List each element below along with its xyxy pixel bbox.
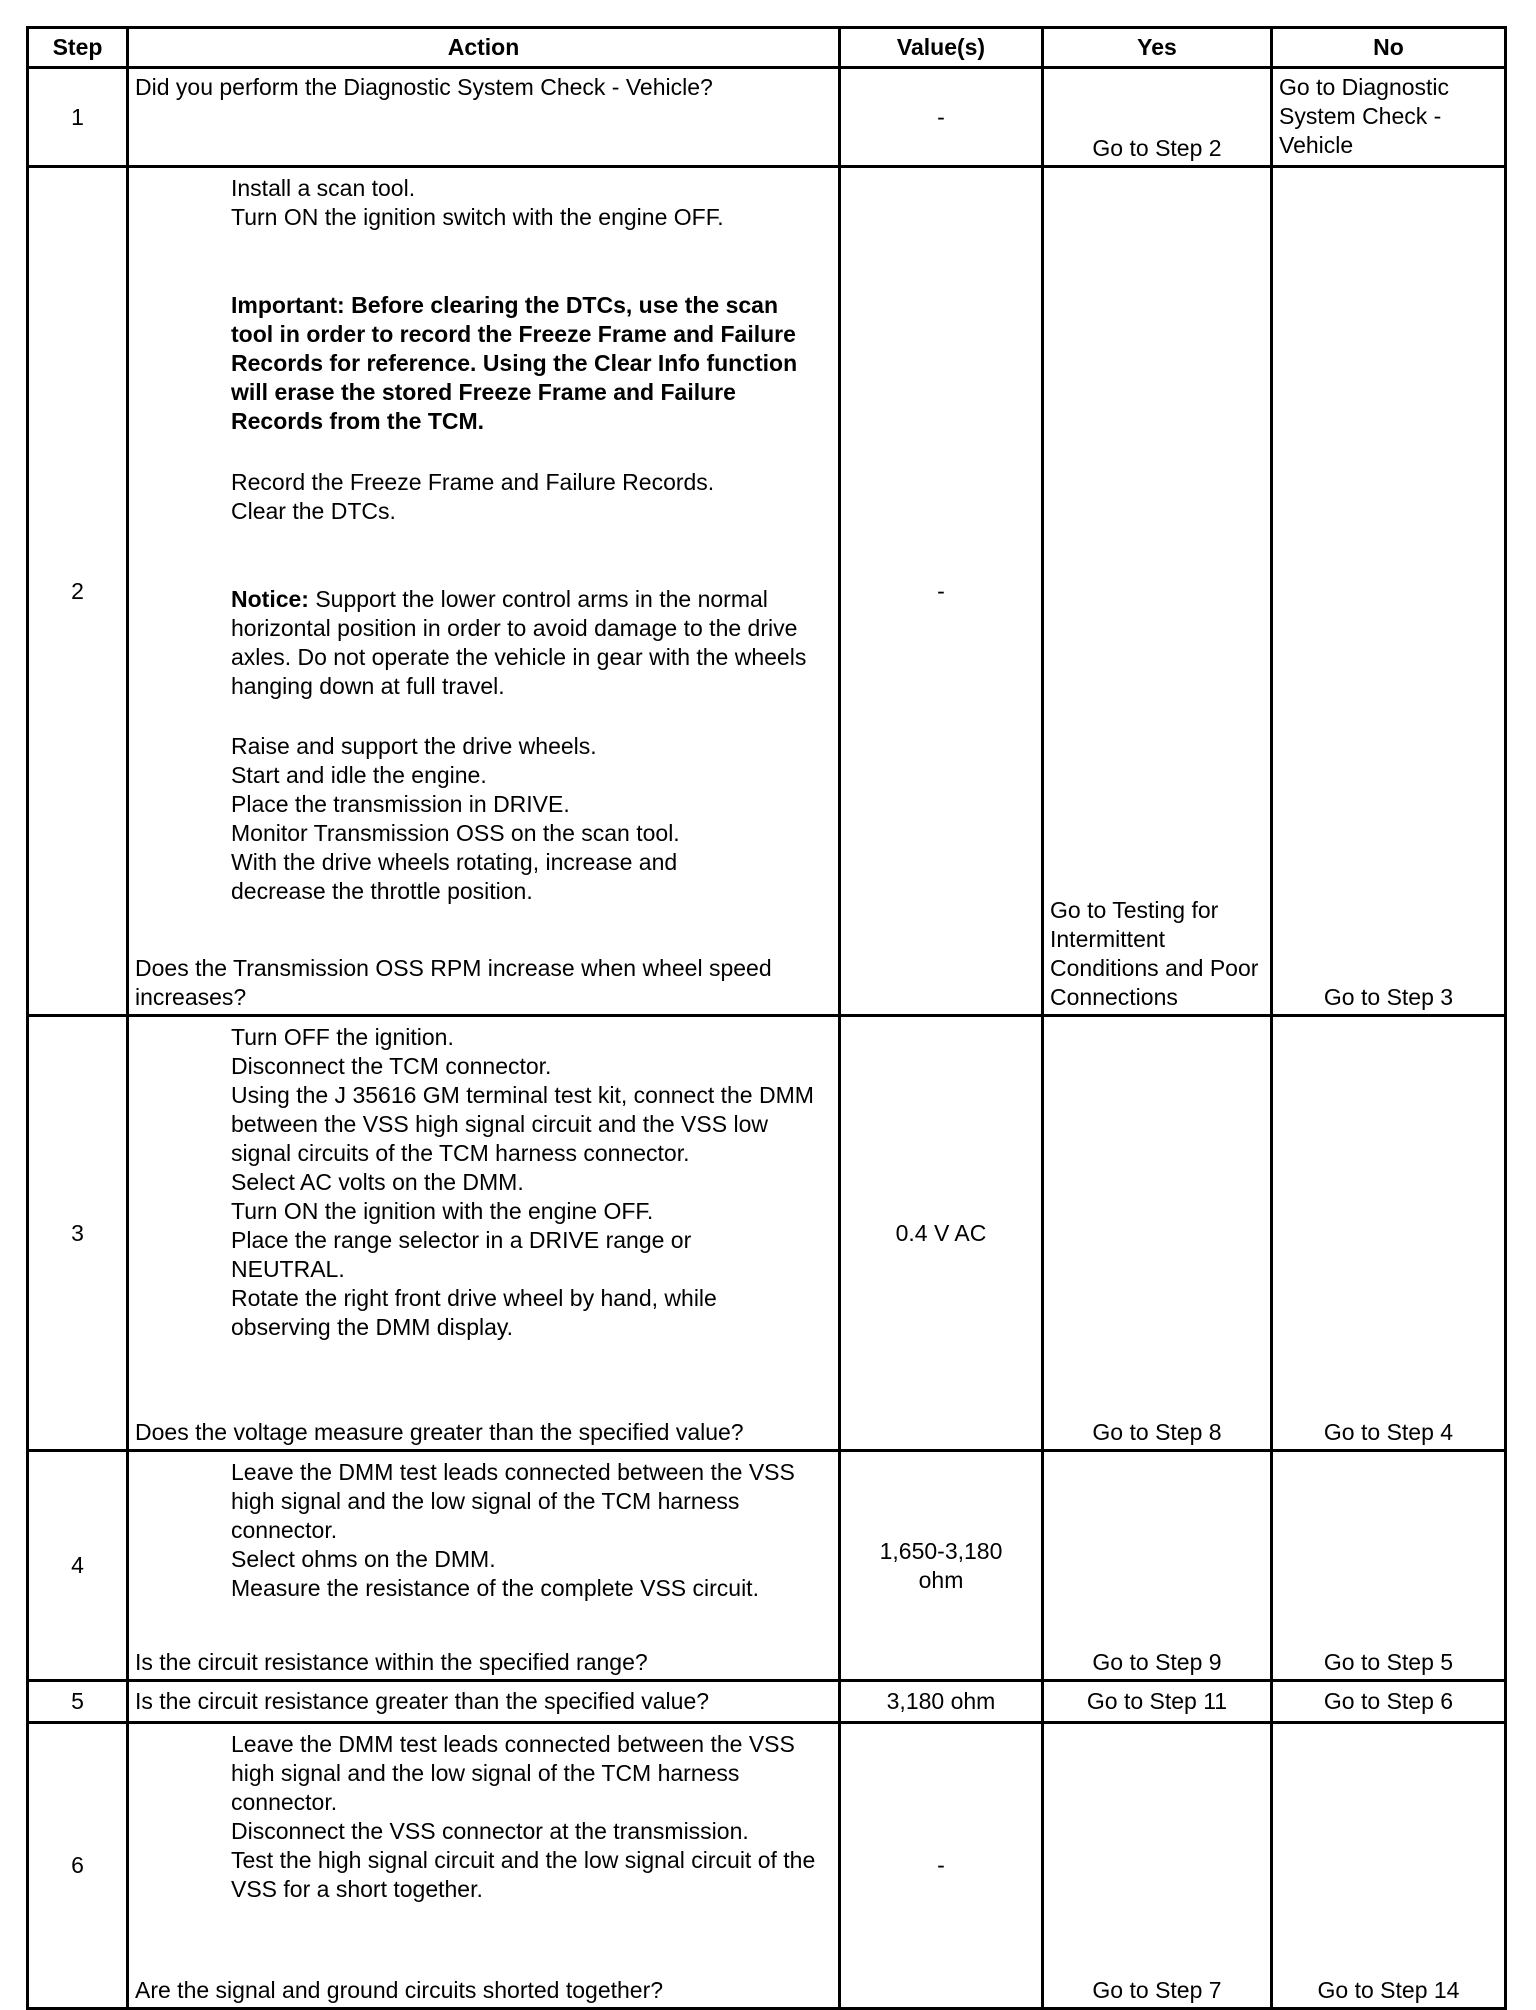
instruction-line: Install a scan tool.	[231, 175, 416, 201]
action-question: Does the Transmission OSS RPM increase when wheel speed increases?	[135, 955, 772, 1010]
action-question: Does the voltage measure greater than the specified value?	[135, 1419, 744, 1445]
table-row	[28, 167, 1506, 1016]
instruction-group	[231, 1023, 826, 1342]
instruction-group	[231, 732, 751, 906]
header-yes: Yes	[1043, 28, 1272, 68]
instruction-line: Record the Freeze Frame and Failure Records.	[231, 469, 715, 495]
instruction-group	[231, 1730, 831, 1904]
instruction-line: Raise and support the drive wheels.	[231, 733, 597, 759]
instruction-line: Clear the DTCs.	[231, 498, 396, 524]
action-cell	[128, 167, 840, 1016]
step-number: 6	[28, 1723, 128, 2009]
instruction-group	[231, 174, 832, 232]
yes-cell: Go to Step 9	[1043, 1451, 1272, 1681]
header-action: Action	[128, 28, 840, 68]
instruction-line: Disconnect the TCM connector.	[231, 1053, 552, 1079]
action-question: Did you perform the Diagnostic System Check - Vehicle?	[128, 68, 840, 167]
instruction-line: Disconnect the VSS connector at the transmission.	[231, 1818, 749, 1844]
action-question: Are the signal and ground circuits shorted together?	[135, 1977, 664, 2003]
instruction-line: Place the transmission in DRIVE.	[231, 791, 570, 817]
no-cell: Go to Step 5	[1272, 1451, 1506, 1681]
table-row	[28, 1681, 1506, 1723]
instruction-line: Turn ON the ignition switch with the engine OFF.	[231, 204, 724, 230]
instruction-line: Select AC volts on the DMM.	[231, 1169, 524, 1195]
table-row	[28, 1723, 1506, 2009]
no-cell	[1272, 68, 1506, 167]
table-row	[28, 1451, 1506, 1681]
action-cell	[128, 1016, 840, 1451]
instruction-line: Place the range selector in a DRIVE range or NEUTRAL.	[231, 1227, 692, 1282]
value-cell: 3,180 ohm	[840, 1681, 1043, 1723]
step-number: 2	[28, 167, 128, 1016]
no-cell: Go to Step 3	[1272, 167, 1506, 1016]
yes-cell	[1043, 167, 1272, 1016]
notice-note	[231, 585, 831, 701]
table-row	[28, 1016, 1506, 1451]
no-cell: Go to Step 6	[1272, 1681, 1506, 1723]
header-no: No	[1272, 28, 1506, 68]
step-number: 3	[28, 1016, 128, 1451]
action-question: Is the circuit resistance within the specified range?	[135, 1649, 648, 1675]
instruction-line: Rotate the right front drive wheel by hand, while observing the DMM display.	[231, 1285, 717, 1340]
action-question: Is the circuit resistance greater than the specified value?	[128, 1681, 840, 1723]
header-values: Value(s)	[840, 28, 1043, 68]
instruction-line: Test the high signal circuit and the low signal circuit of the VSS for a short together.	[231, 1847, 816, 1902]
notice-text: Support the lower control arms in the normal horizontal position in order to avoid damage to the drive axles. Do not operate the vehicle in gear with the wheels hanging down at full travel.	[231, 586, 807, 699]
instruction-line: Turn ON the ignition with the engine OFF.	[231, 1198, 654, 1224]
notice-label: Notice:	[231, 586, 309, 612]
important-note: Important: Before clearing the DTCs, use the scan tool in order to record the Freeze Frame and Failure Records for reference. Using the Clear Info function will erase the stored Freeze Frame and Failure Records from the TCM.	[231, 292, 798, 434]
yes-cell: Go to Step 8	[1043, 1016, 1272, 1451]
instruction-line: Leave the DMM test leads connected between the VSS high signal and the low signal of the TCM harness connector.	[231, 1459, 795, 1543]
instruction-line: Monitor Transmission OSS on the scan tool.	[231, 820, 680, 846]
instruction-line: Select ohms on the DMM.	[231, 1546, 496, 1572]
step-number: 4	[28, 1451, 128, 1681]
action-cell	[128, 1451, 840, 1681]
yes-cell: Go to Step 11	[1043, 1681, 1272, 1723]
yes-text: Go to Testing for Intermittent Conditions and Poor Connections	[1050, 897, 1259, 1010]
header-row	[28, 28, 1506, 68]
step-number: 1	[28, 68, 128, 167]
value-cell: -	[840, 167, 1043, 1016]
header-step: Step	[28, 28, 128, 68]
no-text: Go to Diagnostic System Check - Vehicle	[1279, 74, 1450, 158]
value-cell: 0.4 V AC	[840, 1016, 1043, 1451]
diagnostic-table	[26, 26, 1507, 2010]
step-number: 5	[28, 1681, 128, 1723]
instruction-group	[231, 468, 832, 526]
value-cell	[840, 1451, 1043, 1681]
instruction-line: Leave the DMM test leads connected between the VSS high signal and the low signal of the TCM harness connector.	[231, 1731, 795, 1815]
instruction-line: Using the J 35616 GM terminal test kit, connect the DMM between the VSS high signal circuit and the VSS low signal circuits of the TCM harness connector.	[231, 1082, 814, 1166]
no-cell: Go to Step 14	[1272, 1723, 1506, 2009]
instruction-line: Measure the resistance of the complete VSS circuit.	[231, 1575, 759, 1601]
instruction-group	[231, 1458, 831, 1603]
yes-cell: Go to Step 2	[1043, 68, 1272, 167]
value-cell: -	[840, 68, 1043, 167]
value-text: 1,650-3,180 ohm	[879, 1537, 1003, 1593]
instruction-line: With the drive wheels rotating, increase and decrease the throttle position.	[231, 849, 678, 904]
yes-cell: Go to Step 7	[1043, 1723, 1272, 2009]
no-cell: Go to Step 4	[1272, 1016, 1506, 1451]
table-row	[28, 68, 1506, 167]
value-cell: -	[840, 1723, 1043, 2009]
instruction-line: Turn OFF the ignition.	[231, 1024, 454, 1050]
instruction-line: Start and idle the engine.	[231, 762, 487, 788]
action-cell	[128, 1723, 840, 2009]
